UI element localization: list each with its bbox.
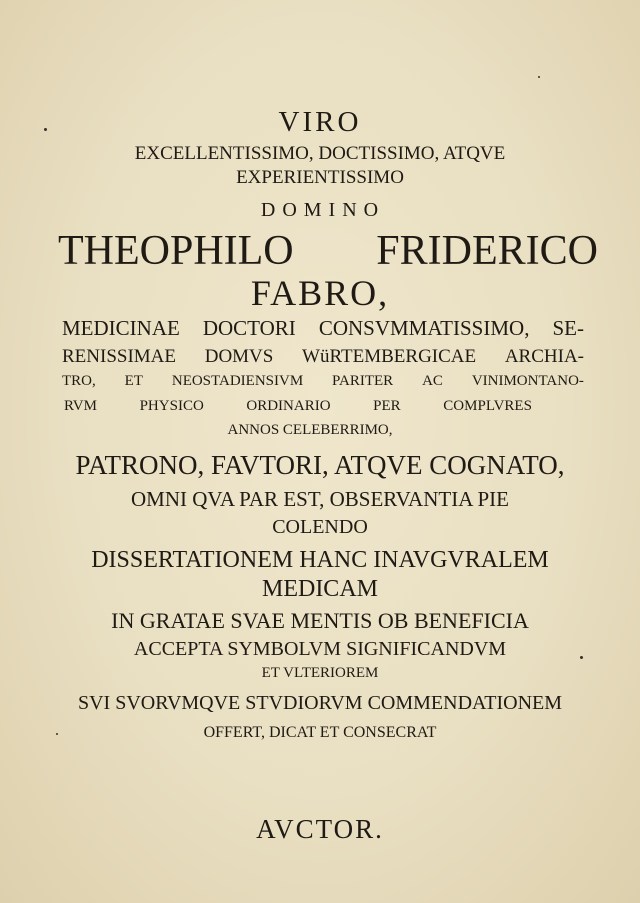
title-word: WüRTEMBERGICAE [302,346,477,367]
title-word: VINIMONTANO- [471,373,584,389]
title-word: PARITER [332,373,394,389]
dedication-ulterior: ET VLTERIOREM [261,665,379,681]
title-line-3 [62,374,584,389]
ink-speck [56,733,58,735]
title-word: RVM [64,398,97,414]
title-word: RENISSIMAE [62,346,177,367]
title-word: CONSVMMATISSIMO, [318,316,530,340]
dedication-omni: OMNI QVA PAR EST, OBSERVANTIA PIE [131,487,509,511]
dedication-sui: SVI SVORVMQVE STVDIORVM COMMENDATIONEM [77,692,563,714]
dedication-medicam: MEDICAM [261,576,378,602]
title-word: ORDINARIO [246,398,331,414]
title-word: DOCTORI [202,316,296,340]
title-word: ARCHIA- [504,346,584,367]
dedication-auctor: AVCTOR. [256,814,384,844]
title-word: DOMVS [204,346,274,367]
title-word: TRO, [62,373,96,389]
dedication-dissertationem: DISSERTATIONEM HANC INAVGVRALEM [91,547,549,573]
dedication-gratae: IN GRATAE SVAE MENTIS OB BENEFICIA [111,608,529,633]
title-word: AC [422,373,443,389]
dedication-domino: D O M I N O [260,199,380,221]
title-word: MEDICINAE [62,316,180,340]
title-line-5: ANNOS CELEBERRIMO, [227,422,393,438]
dedication-viro: VIRO [278,106,362,138]
dedication-accepta: ACCEPTA SYMBOLVM SIGNIFICANDVM [133,638,507,660]
ink-speck [538,76,540,78]
title-line-1 [62,318,584,339]
ink-speck [580,656,583,659]
name-friderico: FRIDERICO [376,228,598,274]
dedication-patron: PATRONO, FAVTORI, ATQVE COGNATO, [75,450,565,480]
title-word: NEOSTADIENSIVM [171,373,304,389]
dedication-colendo: COLENDO [272,516,368,538]
title-line-4 [64,399,532,414]
title-line-2 [62,347,584,366]
ink-speck [44,128,47,131]
dedication-epithets: EXCELLENTISSIMO, DOCTISSIMO, ATQVE [134,143,506,164]
dedication-name-line [58,230,598,272]
title-word: ET [124,373,143,389]
dedication-experientissimo: EXPERIENTISSIMO [236,167,404,188]
title-word: SE- [552,316,584,340]
dedication-offert: OFFERT, DICAT ET CONSECRAT [203,724,437,741]
title-word: PHYSICO [139,398,204,414]
name-theophilo: THEOPHILO [58,228,294,274]
title-word: PER [373,398,401,414]
name-fabro: FABRO, [250,273,390,313]
title-word: COMPLVRES [443,398,532,414]
